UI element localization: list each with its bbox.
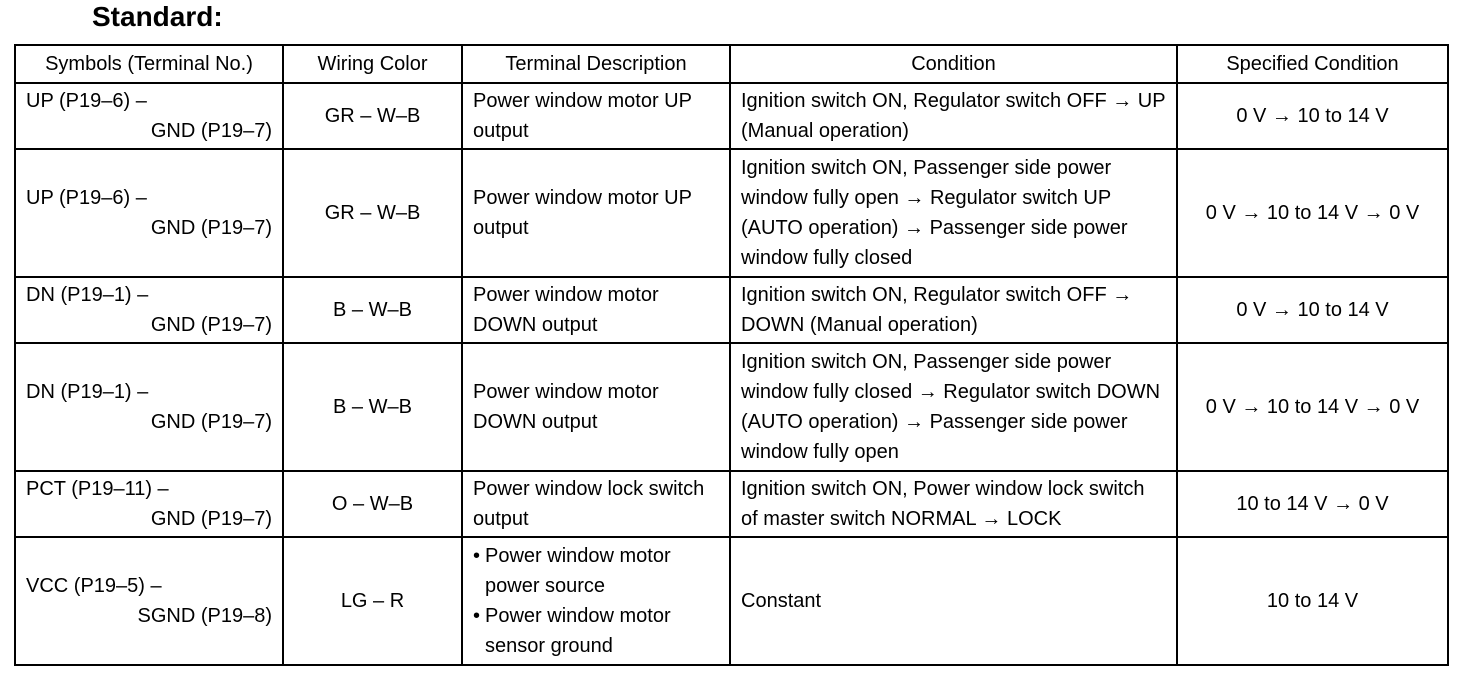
specified-condition-cell: 10 to 14 V → 0 V bbox=[1177, 471, 1448, 537]
specified-condition-cell: 0 V → 10 to 14 V → 0 V bbox=[1177, 343, 1448, 471]
symbol-terminal: UP (P19–6) – bbox=[26, 90, 147, 112]
symbol-terminal: UP (P19–6) – bbox=[26, 187, 147, 209]
symbol-terminal: DN (P19–1) – bbox=[26, 284, 149, 306]
symbol-cell bbox=[15, 471, 283, 537]
symbol-cell bbox=[15, 149, 283, 277]
list-item bbox=[473, 601, 719, 661]
symbol-terminal: DN (P19–1) – bbox=[26, 381, 149, 403]
column-header-specified-condition: Specified Condition bbox=[1177, 45, 1448, 83]
symbol-terminal: VCC (P19–5) – bbox=[26, 575, 162, 597]
condition-cell: Ignition switch ON, Passenger side power window fully closed → Regulator switch DOWN (AUTO operation) → Passenger side power window fully open bbox=[730, 343, 1177, 471]
list-item bbox=[473, 541, 719, 601]
standard-table bbox=[14, 44, 1449, 666]
table-row bbox=[15, 471, 1448, 537]
condition-cell: Ignition switch ON, Regulator switch OFF → DOWN (Manual operation) bbox=[730, 277, 1177, 343]
symbol-ground: GND (P19–7) bbox=[150, 120, 272, 142]
wiring-color-cell: LG – R bbox=[283, 537, 462, 665]
symbol-cell bbox=[15, 343, 283, 471]
terminal-description-cell: Power window motor UP output bbox=[462, 149, 730, 277]
table-row bbox=[15, 537, 1448, 665]
table-row bbox=[15, 149, 1448, 277]
terminal-description-cell: Power window motor DOWN output bbox=[462, 343, 730, 471]
bullet-text: Power window motor power source bbox=[485, 545, 671, 597]
column-header-terminal-description: Terminal Description bbox=[462, 45, 730, 83]
specified-condition-cell: 0 V → 10 to 14 V bbox=[1177, 277, 1448, 343]
terminal-description-cell bbox=[462, 537, 730, 665]
bullet-icon: • bbox=[473, 545, 481, 567]
symbol-ground: GND (P19–7) bbox=[150, 314, 272, 336]
page-title: Standard: bbox=[92, 1, 223, 32]
symbol-cell bbox=[15, 537, 283, 665]
column-header-symbols: Symbols (Terminal No.) bbox=[15, 45, 283, 83]
bullet-text: Power window motor sensor ground bbox=[485, 605, 671, 657]
column-header-condition: Condition bbox=[730, 45, 1177, 83]
condition-cell: Ignition switch ON, Regulator switch OFF → UP (Manual operation) bbox=[730, 83, 1177, 149]
wiring-color-cell: GR – W–B bbox=[283, 149, 462, 277]
specified-condition-cell: 0 V → 10 to 14 V bbox=[1177, 83, 1448, 149]
wiring-color-cell: B – W–B bbox=[283, 277, 462, 343]
symbol-cell bbox=[15, 277, 283, 343]
symbol-ground: SGND (P19–8) bbox=[137, 605, 272, 627]
symbol-cell bbox=[15, 83, 283, 149]
condition-cell: Constant bbox=[730, 537, 1177, 665]
condition-cell: Ignition switch ON, Power window lock switch of master switch NORMAL → LOCK bbox=[730, 471, 1177, 537]
symbol-terminal: PCT (P19–11) – bbox=[26, 478, 169, 500]
symbol-ground: GND (P19–7) bbox=[150, 217, 272, 239]
symbol-ground: GND (P19–7) bbox=[150, 411, 272, 433]
terminal-description-cell: Power window motor DOWN output bbox=[462, 277, 730, 343]
specified-condition-cell: 0 V → 10 to 14 V → 0 V bbox=[1177, 149, 1448, 277]
bullet-icon: • bbox=[473, 605, 481, 627]
table-row bbox=[15, 277, 1448, 343]
terminal-description-cell: Power window motor UP output bbox=[462, 83, 730, 149]
condition-cell: Ignition switch ON, Passenger side power window fully open → Regulator switch UP (AUTO operation) → Passenger side power window fully closed bbox=[730, 149, 1177, 277]
table-header-row bbox=[15, 45, 1448, 83]
wiring-color-cell: O – W–B bbox=[283, 471, 462, 537]
table-row bbox=[15, 83, 1448, 149]
terminal-description-cell: Power window lock switch output bbox=[462, 471, 730, 537]
description-bullet-list bbox=[473, 541, 719, 661]
column-header-wiring-color: Wiring Color bbox=[283, 45, 462, 83]
wiring-color-cell: B – W–B bbox=[283, 343, 462, 471]
table-row bbox=[15, 343, 1448, 471]
symbol-ground: GND (P19–7) bbox=[150, 508, 272, 530]
wiring-color-cell: GR – W–B bbox=[283, 83, 462, 149]
specified-condition-cell: 10 to 14 V bbox=[1177, 537, 1448, 665]
